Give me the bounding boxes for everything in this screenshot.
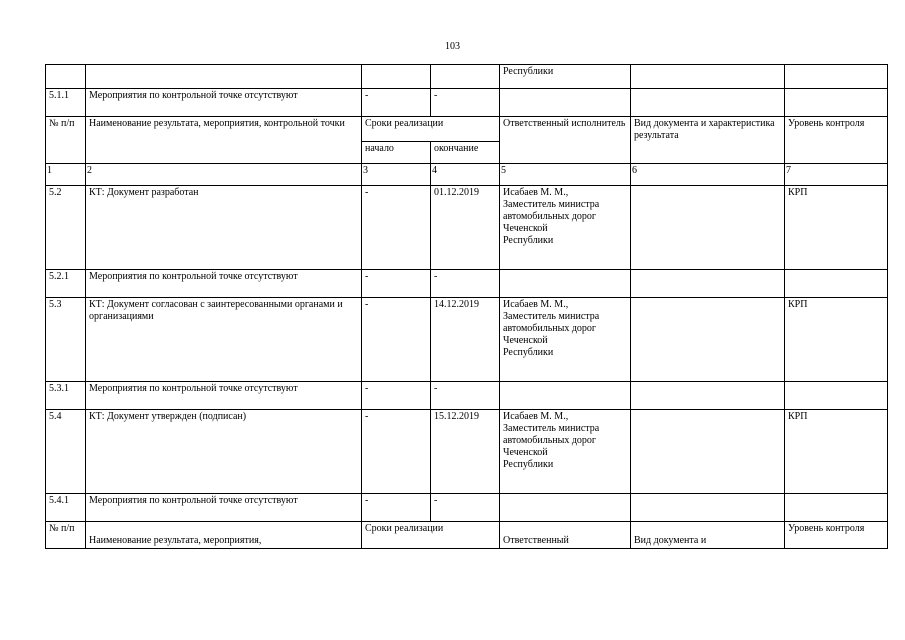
- table-row: [46, 382, 888, 410]
- header-period: Сроки реализации: [362, 117, 500, 142]
- control-points-table: [45, 64, 888, 549]
- cell-doc: [631, 89, 785, 117]
- header-responsible: Ответственный исполнитель: [500, 117, 631, 164]
- cell-responsible: Исабаев М. М., Заместитель министра автомобильных дорог Чеченской Республики: [500, 298, 631, 382]
- column-numbers-row: [46, 164, 888, 186]
- cell-responsible: [500, 382, 631, 410]
- cell-name: [86, 65, 362, 89]
- table-row: [46, 298, 888, 382]
- cell-num: 5.3.1: [46, 382, 86, 410]
- cell-responsible: Республики: [500, 65, 631, 89]
- cell-num: [46, 65, 86, 89]
- cell-end: [431, 65, 500, 89]
- col-number: 2: [86, 164, 362, 186]
- cell-num: 5.2: [46, 186, 86, 270]
- cell-start: -: [362, 298, 431, 382]
- table-row: [46, 186, 888, 270]
- cell-doc: [631, 270, 785, 298]
- cell-responsible: Исабаев М. М., Заместитель министра автомобильных дорог Чеченской Республики: [500, 410, 631, 494]
- cell-name: Мероприятия по контрольной точке отсутствуют: [86, 494, 362, 522]
- header-num: № п/п: [46, 522, 86, 549]
- cell-end: -: [431, 270, 500, 298]
- cell-name: Мероприятия по контрольной точке отсутствуют: [86, 270, 362, 298]
- cell-doc: [631, 382, 785, 410]
- cell-doc: [631, 186, 785, 270]
- cell-num: 5.2.1: [46, 270, 86, 298]
- cell-start: -: [362, 186, 431, 270]
- table-row: [46, 410, 888, 494]
- header-doc-type: Вид документа и: [631, 522, 785, 549]
- cell-responsible: [500, 270, 631, 298]
- header-period: Сроки реализации: [362, 522, 500, 549]
- header-control: Уровень контроля: [785, 117, 888, 164]
- header-name: Наименование результата, мероприятия,: [86, 522, 362, 549]
- col-number: 4: [431, 164, 500, 186]
- cell-end: -: [431, 382, 500, 410]
- table-row: [46, 494, 888, 522]
- cell-start: -: [362, 382, 431, 410]
- cell-control: [785, 89, 888, 117]
- cell-responsible: [500, 494, 631, 522]
- cell-name: Мероприятия по контрольной точке отсутствуют: [86, 382, 362, 410]
- cell-control: [785, 494, 888, 522]
- cell-responsible: [500, 89, 631, 117]
- cell-end: 01.12.2019: [431, 186, 500, 270]
- cell-control: [785, 382, 888, 410]
- cell-control: [785, 270, 888, 298]
- cell-end: 15.12.2019: [431, 410, 500, 494]
- cell-num: 5.4: [46, 410, 86, 494]
- cell-start: -: [362, 494, 431, 522]
- header-row: [46, 117, 888, 142]
- cell-end: 14.12.2019: [431, 298, 500, 382]
- col-number: 6: [631, 164, 785, 186]
- header-start: начало: [362, 142, 431, 164]
- cell-doc: [631, 410, 785, 494]
- cell-num: 5.1.1: [46, 89, 86, 117]
- col-number: 7: [785, 164, 888, 186]
- header-num: № п/п: [46, 117, 86, 164]
- cell-doc: [631, 65, 785, 89]
- cell-name: КТ: Документ утвержден (подписан): [86, 410, 362, 494]
- header-name: Наименование результата, мероприятия, контрольной точки: [86, 117, 362, 164]
- cell-control: [785, 65, 888, 89]
- col-number: 3: [362, 164, 431, 186]
- cell-start: [362, 65, 431, 89]
- cell-control: КРП: [785, 186, 888, 270]
- cell-doc: [631, 494, 785, 522]
- cell-doc: [631, 298, 785, 382]
- header-doc-type: Вид документа и характеристика результата: [631, 117, 785, 164]
- table-row: [46, 89, 888, 117]
- header-control: Уровень контроля: [785, 522, 888, 549]
- cell-end: -: [431, 494, 500, 522]
- header-end: окончание: [431, 142, 500, 164]
- cell-num: 5.3: [46, 298, 86, 382]
- cell-name: КТ: Документ разработан: [86, 186, 362, 270]
- col-number: 5: [500, 164, 631, 186]
- cell-num: 5.4.1: [46, 494, 86, 522]
- cell-end: -: [431, 89, 500, 117]
- cell-responsible: Исабаев М. М., Заместитель министра автомобильных дорог Чеченской Республики: [500, 186, 631, 270]
- page-number: 103: [445, 41, 460, 52]
- cell-start: -: [362, 270, 431, 298]
- table-row: [46, 270, 888, 298]
- header-responsible: Ответственный: [500, 522, 631, 549]
- cell-name: Мероприятия по контрольной точке отсутствуют: [86, 89, 362, 117]
- cell-control: КРП: [785, 410, 888, 494]
- cell-name: КТ: Документ согласован с заинтересованными органами и организациями: [86, 298, 362, 382]
- cell-start: -: [362, 410, 431, 494]
- cell-start: -: [362, 89, 431, 117]
- col-number: 1: [46, 164, 86, 186]
- continuation-row: [46, 65, 888, 89]
- header-row-repeat: [46, 522, 888, 549]
- cell-control: КРП: [785, 298, 888, 382]
